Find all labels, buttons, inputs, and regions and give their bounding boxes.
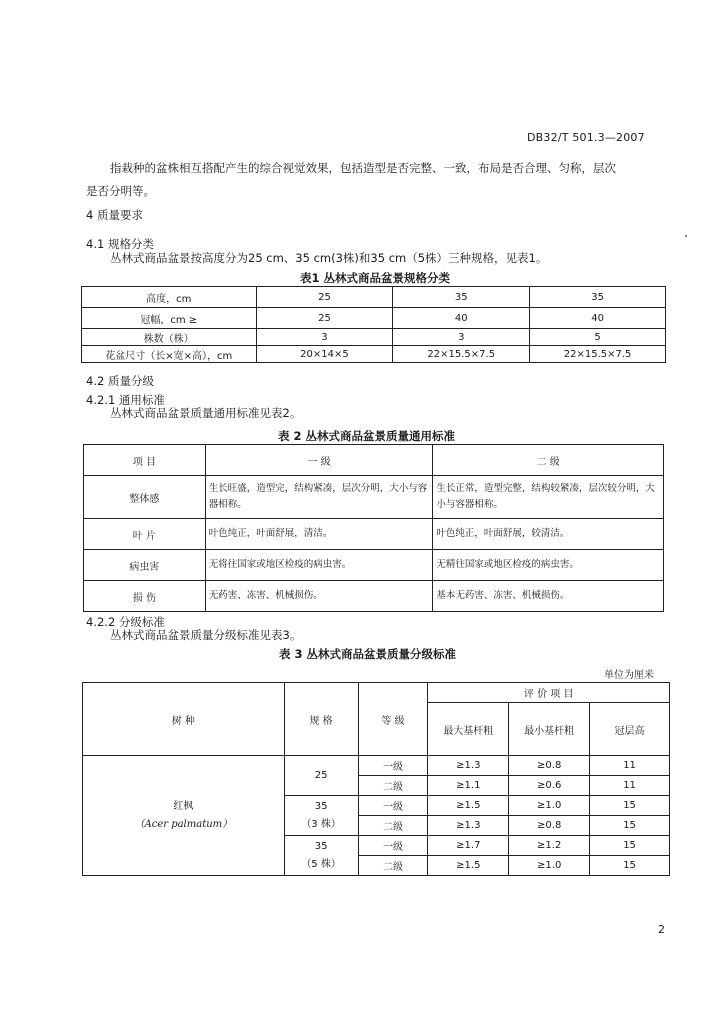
cell: 35 xyxy=(530,287,666,308)
header-spec: 规 格 xyxy=(284,683,358,756)
canopy-height-cell: 15 xyxy=(590,816,670,836)
header-grade-2: 二 级 xyxy=(433,445,664,476)
canopy-height-cell: 15 xyxy=(590,856,670,876)
grade-2-text: 无精往国家或地区检疫的病虫害。 xyxy=(433,550,664,581)
table3-caption: 表 3 丛林式商品盆景质量分级标准 xyxy=(279,647,457,661)
max-base-cell: ≥1.3 xyxy=(428,756,509,776)
intro-line-2: 是否分明等。 xyxy=(86,184,155,198)
scan-speck xyxy=(685,235,687,237)
max-base-cell: ≥1.7 xyxy=(428,836,509,856)
cell: 40 xyxy=(530,308,666,329)
grade-cell: 一级 xyxy=(358,836,428,856)
header-grade: 等 级 xyxy=(358,683,428,756)
grade-1-text: 生长旺盛，造型完，结构紧凑，层次分明，大小与容器相称。 xyxy=(205,476,433,519)
grade-cell: 二级 xyxy=(358,856,428,876)
row-label: 冠幅，cm ≥ xyxy=(82,308,257,329)
row-item: 整体感 xyxy=(84,476,206,519)
spec-cell xyxy=(284,756,358,796)
intro-line-1: 指栽种的盆株相互搭配产生的综合视觉效果，包括造型是否完整、一致，布局是否合理、匀称，层次 xyxy=(110,161,616,175)
table3 xyxy=(82,682,670,876)
spec-line-1: 25 xyxy=(314,769,328,781)
table-row xyxy=(84,581,664,612)
min-base-cell: ≥0.8 xyxy=(509,816,590,836)
min-base-cell: ≥1.0 xyxy=(509,796,590,816)
header-canopy-height: 冠层高 xyxy=(590,703,670,756)
header-min-base: 最小基杆粗 xyxy=(509,703,590,756)
species-cell xyxy=(83,756,285,876)
grade-1-text: 叶色纯正，叶面舒展，清洁。 xyxy=(205,519,433,550)
header-grade-1: 一 级 xyxy=(205,445,433,476)
grade-1-text: 无将往国家或地区检疫的病虫害。 xyxy=(205,550,433,581)
header-species: 树 种 xyxy=(83,683,285,756)
canopy-height-cell: 15 xyxy=(590,836,670,856)
table-header-row xyxy=(84,445,664,476)
grade-2-text: 叶色纯正，叶面舒展，较清洁。 xyxy=(433,519,664,550)
species-name: 红枫 xyxy=(173,800,194,812)
cell: 25 xyxy=(256,287,393,308)
row-item: 病虫害 xyxy=(84,550,206,581)
min-base-cell: ≥1.0 xyxy=(509,856,590,876)
header-item: 项 目 xyxy=(84,445,206,476)
table-header-row xyxy=(83,683,670,703)
min-base-cell: ≥0.6 xyxy=(509,776,590,796)
table3-unit: 单位为厘米 xyxy=(604,670,654,681)
header-eval: 评 价 项 目 xyxy=(428,683,670,703)
min-base-cell: ≥0.8 xyxy=(509,756,590,776)
max-base-cell: ≥1.5 xyxy=(428,796,509,816)
standard-code: DB32/T 501.3—2007 xyxy=(527,131,645,144)
section-4-2-2-text: 丛林式商品盆景质量分级标准见表3。 xyxy=(110,628,302,642)
max-base-cell: ≥1.5 xyxy=(428,856,509,876)
spec-line-2: （3 株） xyxy=(301,818,341,830)
table-row xyxy=(84,550,664,581)
spec-line-1: 35 xyxy=(314,800,328,812)
spec-line-2: （5 株） xyxy=(301,858,341,870)
table1 xyxy=(81,286,666,363)
grade-2-text: 基本无药害、冻害、机械损伤。 xyxy=(433,581,664,612)
min-base-cell: ≥1.2 xyxy=(509,836,590,856)
grade-1-text: 无药害、冻害、机械损伤。 xyxy=(205,581,433,612)
row-item: 叶 片 xyxy=(84,519,206,550)
canopy-height-cell: 11 xyxy=(590,756,670,776)
table2-caption: 表 2 丛林式商品盆景质量通用标准 xyxy=(278,429,456,443)
header-max-base: 最大基杆粗 xyxy=(428,703,509,756)
cell: 22×15.5×7.5 xyxy=(393,346,530,363)
section-4-2-2-heading: 4.2.2 分级标准 xyxy=(86,615,165,629)
cell: 20×14×5 xyxy=(256,346,393,363)
cell: 3 xyxy=(393,329,530,346)
table-row xyxy=(83,756,670,776)
table1-caption: 表1 丛林式商品盆景规格分类 xyxy=(300,271,451,285)
canopy-height-cell: 15 xyxy=(590,796,670,816)
cell: 35 xyxy=(393,287,530,308)
cell: 40 xyxy=(393,308,530,329)
grade-2-text: 生长正常，造型完整，结构较紧凑，层次较分明，大小与容器相称。 xyxy=(433,476,664,519)
max-base-cell: ≥1.3 xyxy=(428,816,509,836)
section-4-2-1-heading: 4.2.1 通用标准 xyxy=(86,393,165,407)
cell: 5 xyxy=(530,329,666,346)
row-label: 株数（株） xyxy=(82,329,257,346)
spec-cell xyxy=(284,836,358,876)
table-row xyxy=(82,329,666,346)
cell: 25 xyxy=(256,308,393,329)
table2 xyxy=(83,444,664,612)
row-item: 损 伤 xyxy=(84,581,206,612)
section-4-1-text: 丛林式商品盆景按高度分为25 cm、35 cm(3株)和35 cm（5株）三种规格，见表1。 xyxy=(110,251,548,265)
cell: 3 xyxy=(256,329,393,346)
grade-cell: 一级 xyxy=(358,796,428,816)
species-latin: （Acer palmatum） xyxy=(134,818,233,830)
section-4-1-heading: 4.1 规格分类 xyxy=(86,237,154,251)
grade-cell: 二级 xyxy=(358,776,428,796)
row-label: 花盆尺寸（长×宽×高），cm xyxy=(82,346,257,363)
table-row xyxy=(84,476,664,519)
spec-cell xyxy=(284,796,358,836)
page-number: 2 xyxy=(658,923,665,936)
table-row xyxy=(82,346,666,363)
grade-cell: 一级 xyxy=(358,756,428,776)
section-4-heading: 4 质量要求 xyxy=(86,208,143,222)
canopy-height-cell: 11 xyxy=(590,776,670,796)
cell: 22×15.5×7.5 xyxy=(530,346,666,363)
row-label: 高度，cm xyxy=(82,287,257,308)
max-base-cell: ≥1.1 xyxy=(428,776,509,796)
section-4-2-heading: 4.2 质量分级 xyxy=(86,374,154,388)
table-row xyxy=(84,519,664,550)
table-row xyxy=(82,287,666,308)
table-row xyxy=(82,308,666,329)
grade-cell: 二级 xyxy=(358,816,428,836)
section-4-2-1-text: 丛林式商品盆景质量通用标准见表2。 xyxy=(110,406,302,420)
spec-line-1: 35 xyxy=(314,840,328,852)
